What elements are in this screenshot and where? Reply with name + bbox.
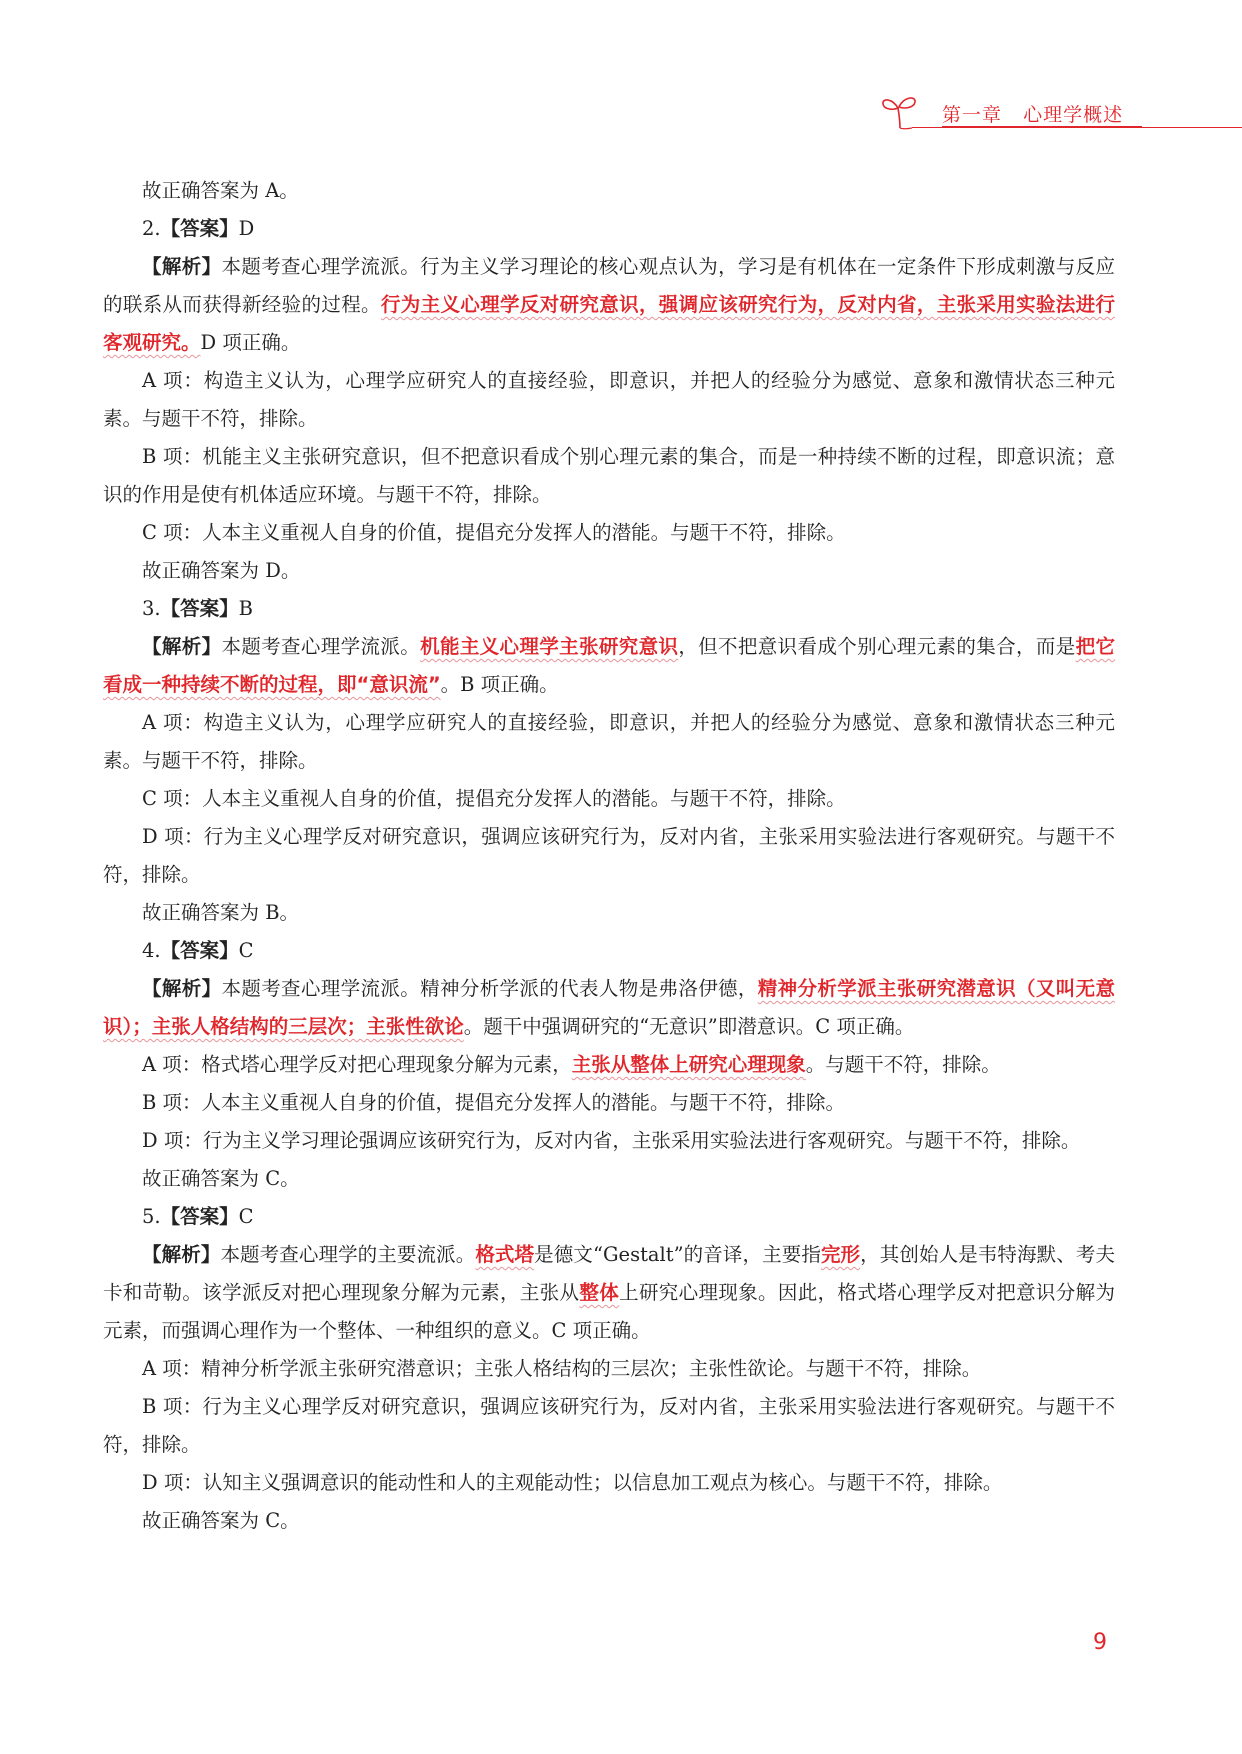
conclusion-q1: 故正确答案为 A。 bbox=[142, 179, 299, 202]
highlight: 精神分析学派主张研究潜意识（又叫无意识）；主张人格结构的三层次；主张性欲论 bbox=[103, 977, 1115, 1038]
option-a-q2: A 项：构造主义认为，心理学应研究人的直接经验，即意识，并把人的经验分为感觉、意象和激情状态三种元素。与题干不符，排除。 bbox=[103, 369, 1115, 430]
conclusion-q3: 故正确答案为 B。 bbox=[142, 901, 300, 924]
option-b-q4: B 项：人本主义重视人自身的价值，提倡充分发挥人的潜能。与题干不符，排除。 bbox=[142, 1091, 846, 1114]
option-d-q3: D 项：行为主义心理学反对研究意识，强调应该研究行为，反对内省，主张采用实验法进行客观研究。与题干不符，排除。 bbox=[103, 825, 1115, 886]
highlight: 格式塔 bbox=[475, 1243, 535, 1266]
option-d-q4: D 项：行为主义学习理论强调应该研究行为，反对内省，主张采用实验法进行客观研究。与题干不符，排除。 bbox=[142, 1129, 1081, 1152]
highlight: 完形 bbox=[820, 1243, 861, 1266]
chapter-header bbox=[880, 92, 1242, 132]
option-a-q3: A 项：构造主义认为，心理学应研究人的直接经验，即意识，并把人的经验分为感觉、意象和激情状态三种元素。与题干不符，排除。 bbox=[103, 711, 1115, 772]
option-a-q5: A 项：精神分析学派主张研究潜意识；主张人格结构的三层次；主张性欲论。与题干不符，排除。 bbox=[142, 1357, 982, 1380]
answer-line-q3: 3.【答案】B bbox=[142, 597, 253, 620]
highlight: 主张从整体上研究心理现象 bbox=[571, 1053, 806, 1076]
option-d-q5: D 项：认知主义强调意识的能动性和人的主观能动性；以信息加工观点为核心。与题干不符，排除。 bbox=[142, 1471, 1003, 1494]
conclusion-q4: 故正确答案为 C。 bbox=[142, 1167, 300, 1190]
chapter-title: 第一章 心理学概述 bbox=[942, 104, 1124, 126]
analysis-q2: 【解析】本题考查心理学流派。行为主义学习理论的核心观点认为，学习是有机体在一定条件下形成刺激与反应的联系从而获得新经验的过程。行为主义心理学反对研究意识，强调应该研究行为，反对内省，主张采用实验法进行客观研究。D 项正确。 bbox=[103, 255, 1115, 354]
analysis-q3: 【解析】本题考查心理学流派。机能主义心理学主张研究意识，但不把意识看成个别心理元素的集合，而是把它看成一种持续不断的过程，即“意识流”。B 项正确。 bbox=[103, 635, 1115, 696]
answer-line-q5: 5.【答案】C bbox=[142, 1205, 254, 1228]
conclusion-q5: 故正确答案为 C。 bbox=[142, 1509, 300, 1532]
page-body bbox=[103, 172, 1115, 1540]
highlight: 整体 bbox=[579, 1281, 620, 1304]
header-underline bbox=[942, 126, 1142, 128]
analysis-q4: 【解析】本题考查心理学流派。精神分析学派的代表人物是弗洛伊德，精神分析学派主张研究潜意识（又叫无意识）；主张人格结构的三层次；主张性欲论。题干中强调研究的“无意识”即潜意识。C 项正确。 bbox=[103, 977, 1115, 1038]
answer-line-q2: 2.【答案】D bbox=[142, 217, 255, 240]
option-b-q5: B 项：行为主义心理学反对研究意识，强调应该研究行为，反对内省，主张采用实验法进行客观研究。与题干不符，排除。 bbox=[103, 1395, 1115, 1456]
conclusion-q2: 故正确答案为 D。 bbox=[142, 559, 301, 582]
page-number: 9 bbox=[1093, 1630, 1107, 1655]
highlight: 把它看成一种持续不断的过程，即“意识流” bbox=[103, 635, 1115, 696]
highlight: 机能主义心理学主张研究意识 bbox=[420, 635, 679, 658]
option-c-q3: C 项：人本主义重视人自身的价值，提倡充分发挥人的潜能。与题干不符，排除。 bbox=[142, 787, 846, 810]
highlight: 行为主义心理学反对研究意识，强调应该研究行为，反对内省，主张采用实验法进行客观研究。 bbox=[103, 293, 1115, 354]
analysis-q5: 【解析】本题考查心理学的主要流派。格式塔是德文“Gestalt”的音译，主要指完形，其创始人是韦特海默、考夫卡和苛勒。该学派反对把心理现象分解为元素，主张从整体上研究心理现象。因此，格式塔心理学反对把意识分解为元素，而强调心理作为一个整体、一种组织的意义。C 项正确。 bbox=[103, 1243, 1115, 1342]
option-b-q2: B 项：机能主义主张研究意识，但不把意识看成个别心理元素的集合，而是一种持续不断的过程，即意识流；意识的作用是使有机体适应环境。与题干不符，排除。 bbox=[103, 445, 1115, 506]
option-c-q2: C 项：人本主义重视人自身的价值，提倡充分发挥人的潜能。与题干不符，排除。 bbox=[142, 521, 846, 544]
sprout-icon bbox=[880, 92, 920, 130]
option-a-q4: A 项：格式塔心理学反对把心理现象分解为元素，主张从整体上研究心理现象。与题干不符，排除。 bbox=[142, 1053, 1001, 1076]
answer-line-q4: 4.【答案】C bbox=[142, 939, 254, 962]
